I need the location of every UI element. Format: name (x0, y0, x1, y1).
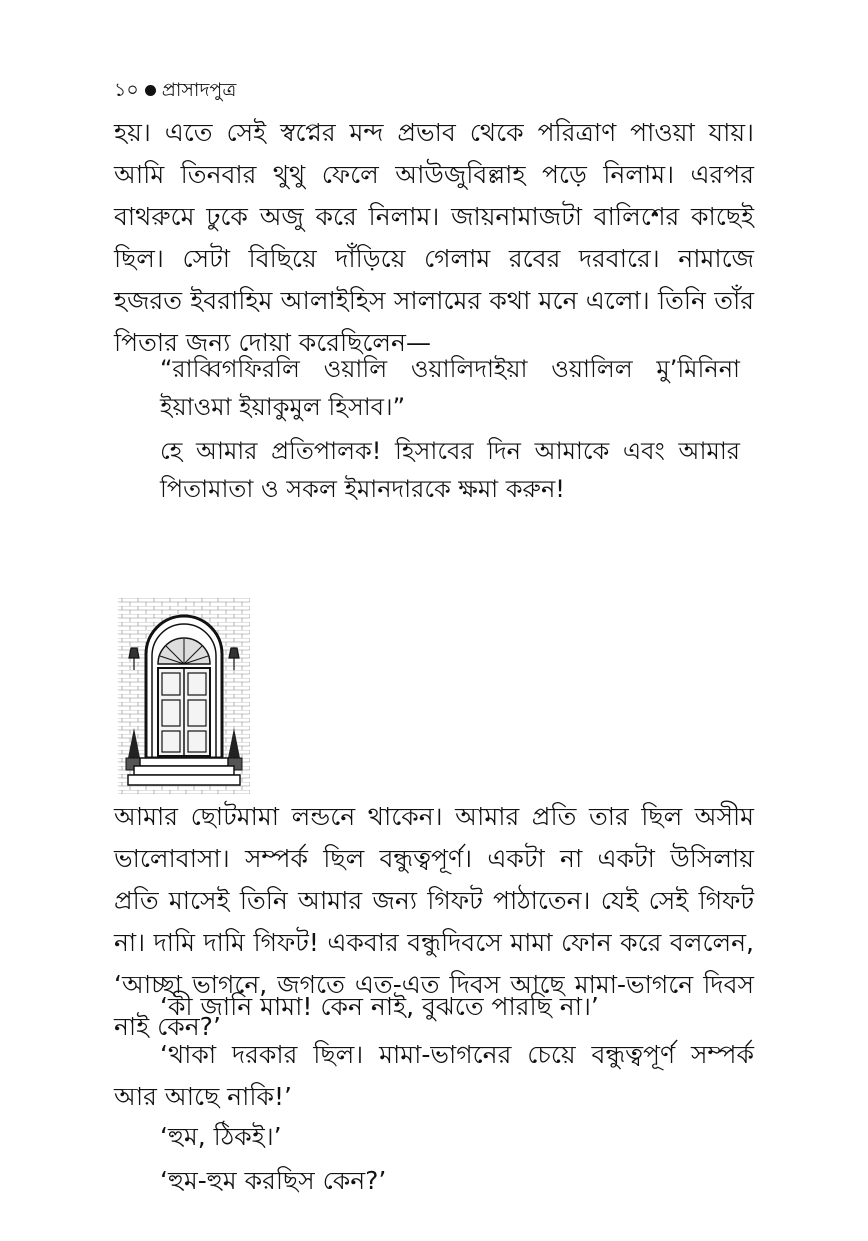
dialogue-line-1: ‘কী জানি মামা! কেন নাই, বুঝতে পারছি না।’ (160, 992, 599, 1021)
page-number: ১০ (114, 79, 139, 101)
paragraph-opening: হয়। এতে সেই স্বপ্নের মন্দ প্রভাব থেকে পরিত্রাণ পাওয়া যায়। আমি তিনবার থুথু ফেলে আউজুবিল্লাহ পড়ে নিলাম। এরপর বাথরুমে ঢুকে অজু করে নিলাম। জায়নামাজটা বালিশের কাছেই ছিল। সেটা বিছিয়ে দাঁড়িয়ে গেলাম রবের দরবারে। নামাজে হজরত ইবরাহিম আলাইহিস সালামের কথা মনে এলো। তিনি তাঁর পিতার জন্য দোয়া করেছিলেন— (114, 118, 754, 357)
page-header (114, 78, 236, 102)
dialogue-line-3: ‘হুম, ঠিকই।’ (160, 1122, 282, 1151)
dialogue-line-2: ‘থাকা দরকার ছিল। মামা-ভাগনের চেয়ে বন্ধুত্বপূর্ণ সম্পর্ক আর আছে নাকি!’ (114, 1040, 754, 1111)
dialogue-line-4: ‘হুম-হুম করছিস কেন?’ (160, 1166, 387, 1195)
door-illustration (118, 598, 250, 794)
dua-quote: “রাব্বিগফিরলি ওয়ালি ওয়ালিদাইয়া ওয়ালিল মু’মিনিনা ইয়াওমা ইয়াকুমুল হিসাব।” (160, 355, 740, 421)
book-title: প্রাসাদপুত্র (161, 79, 237, 101)
dua-translation: হে আমার প্রতিপালক! হিসাবের দিন আমাকে এবং আমার পিতামাতা ও সকল ইমানদারকে ক্ষমা করুন! (160, 437, 740, 503)
bullet-separator (145, 85, 156, 96)
paragraph-uncle: আমার ছোটমামা লন্ডনে থাকেন। আমার প্রতি তার ছিল অসীম ভালোবাসা। সম্পর্ক ছিল বন্ধুত্বপূর্ণ। একটা না একটা উসিলায় প্রতি মাসেই তিনি আমার জন্য গিফট পাঠাতেন। যেই সেই গিফট না। দামি দামি গিফট! একবার বন্ধুদিবসে মামা ফোন করে বললেন, ‘আচ্ছা ভাগনে, জগতে এত-এত দিবস আছে মামা-ভাগনে দিবস নাই কেন?’ (114, 802, 754, 1041)
